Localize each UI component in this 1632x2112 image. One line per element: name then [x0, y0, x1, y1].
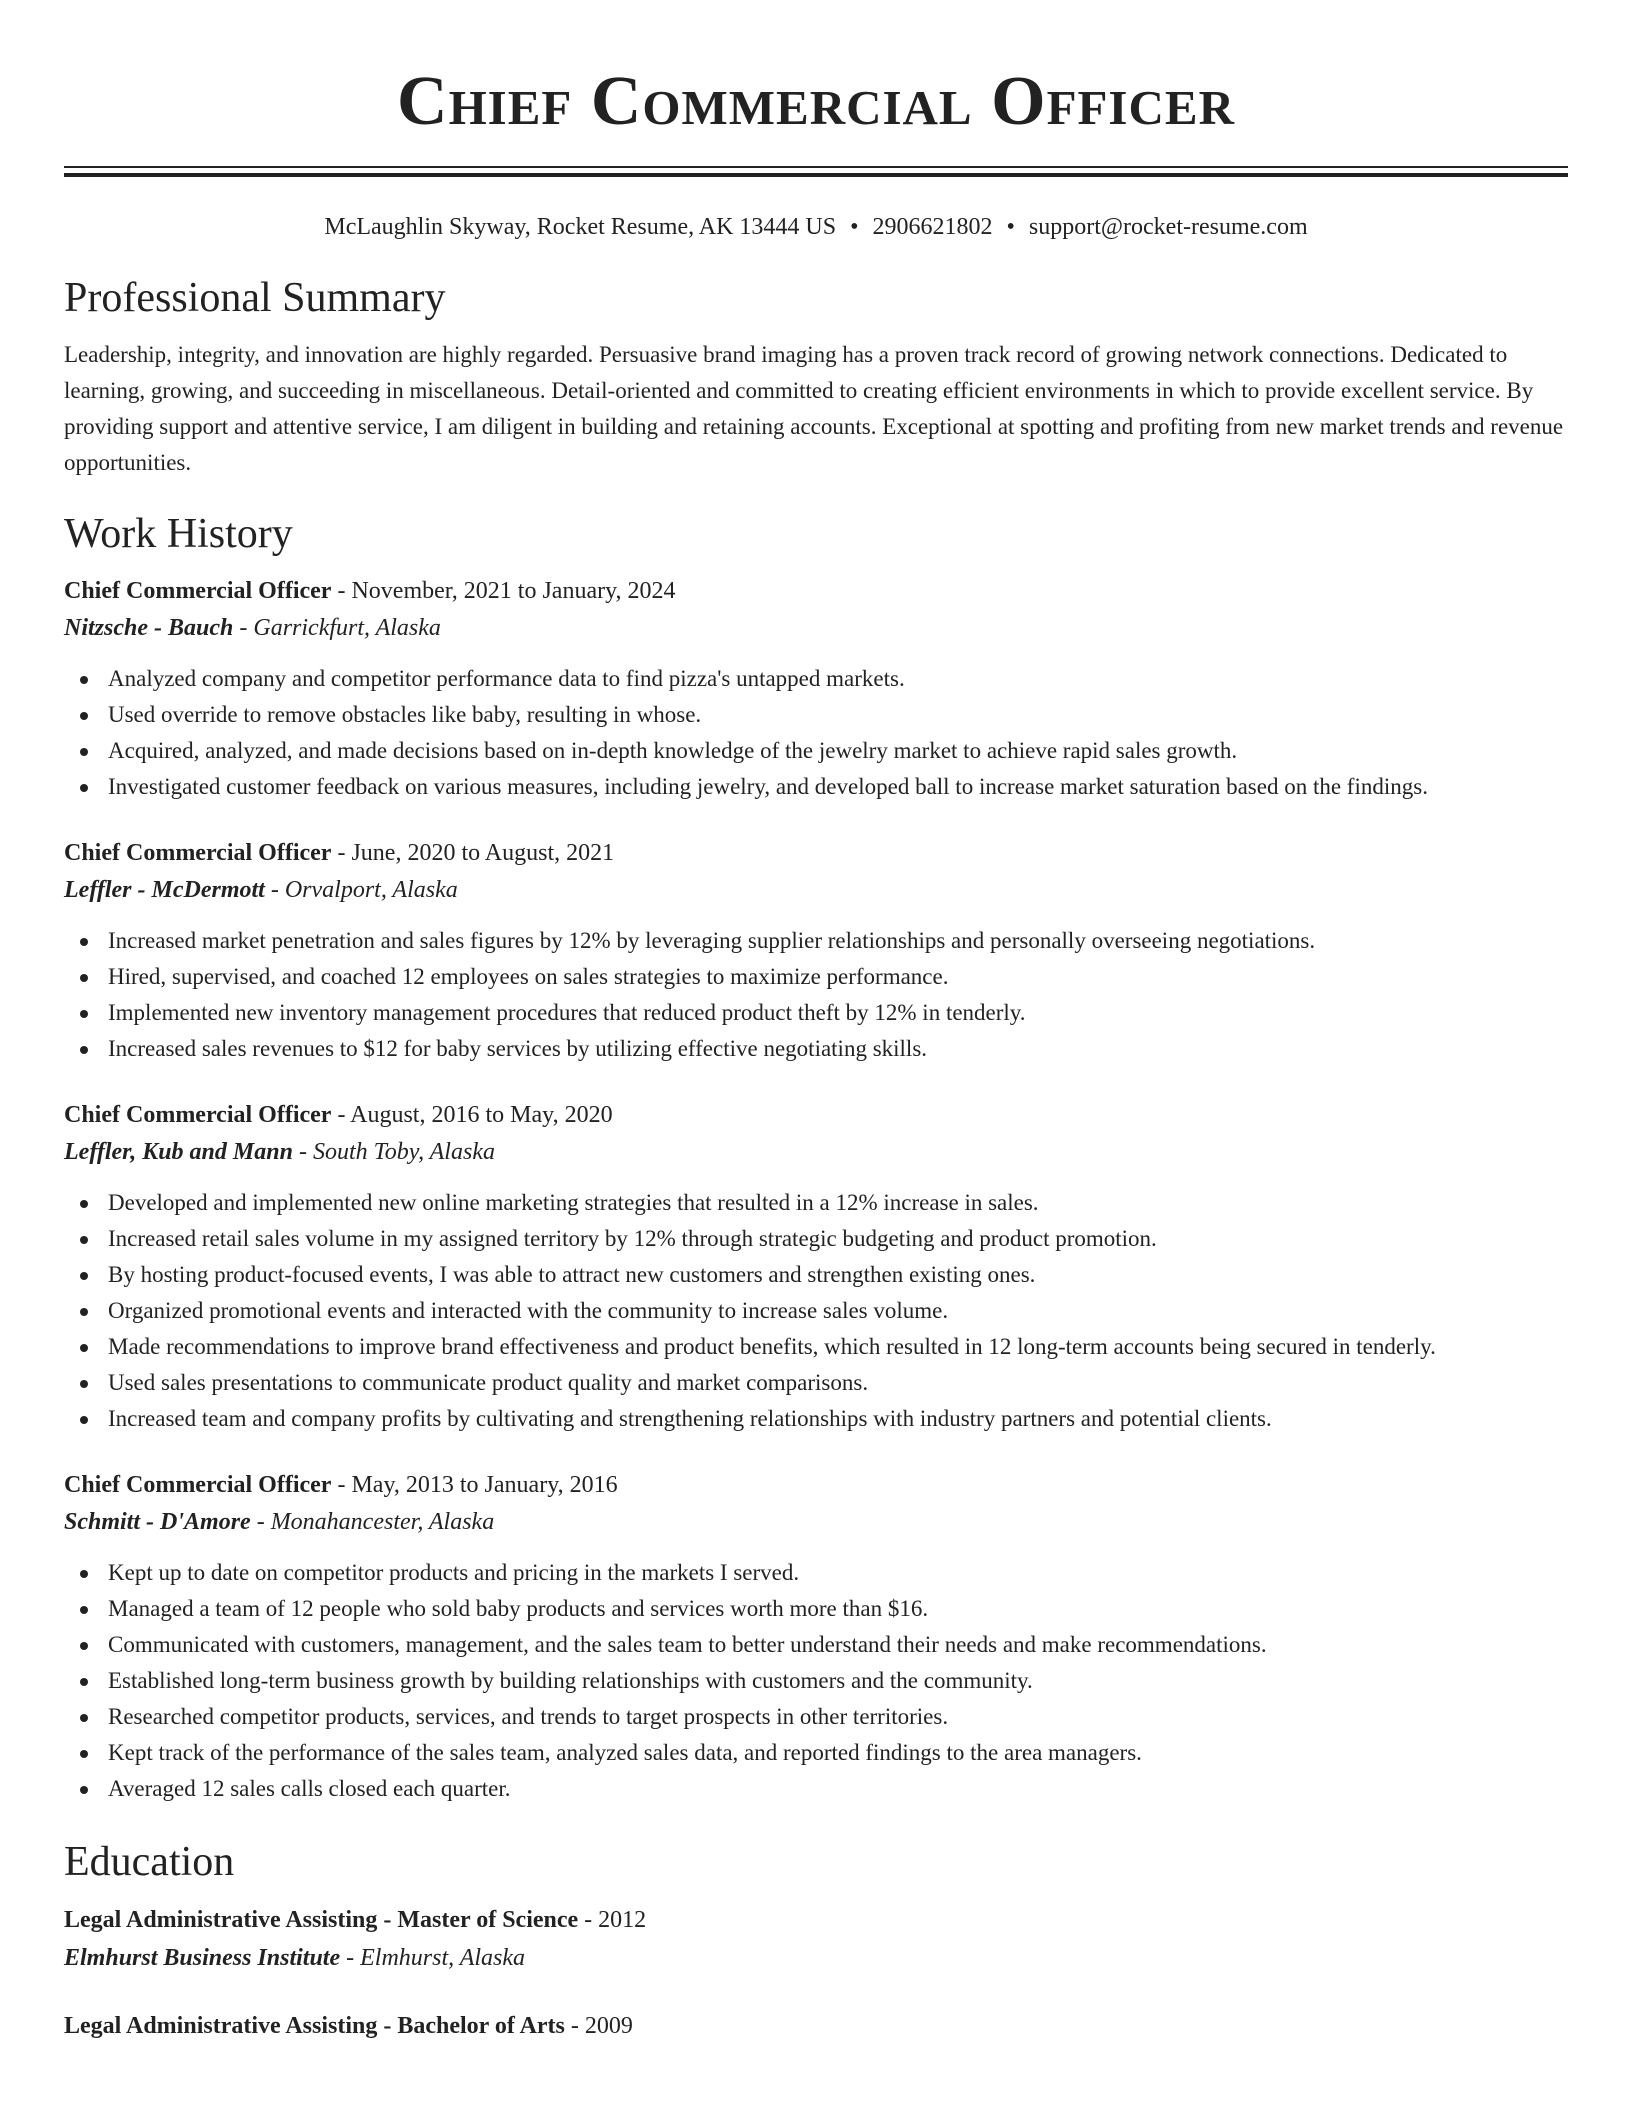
education-degree-line: Legal Administrative Assisting - Bachelor of Arts - 2009 [64, 2013, 633, 2039]
contact-line [64, 211, 1568, 243]
job-bullet [64, 1401, 1568, 1437]
job-bullet [64, 1699, 1568, 1735]
job-dates: May, 2013 to January, 2016 [351, 1472, 618, 1498]
education-list [64, 1901, 1568, 2045]
job-dates: August, 2016 to May, 2020 [350, 1102, 613, 1128]
education-school-line: Elmhurst Business Institute - Elmhurst, Alaska [64, 1945, 526, 1971]
bullet-dot-icon [80, 1200, 88, 1208]
bullet-dot-icon [80, 1416, 88, 1424]
job-title-line: Chief Commercial Officer - November, 2021 to January, 2024 [64, 578, 676, 604]
bullet-dot-icon [80, 1272, 88, 1280]
education-entry [64, 2007, 1568, 2045]
job-bullet-text: Kept up to date on competitor products and pricing in the markets I served. [108, 1560, 800, 1585]
job-bullet-text: Increased team and company profits by cultivating and strengthening relationships with industry partners and potential clients. [108, 1406, 1272, 1431]
job-bullet-list [64, 923, 1568, 1067]
job-role: Chief Commercial Officer [64, 1472, 332, 1498]
job-bullet-text: Investigated customer feedback on various measures, including jewelry, and developed ball to increase market saturation based on the findings. [108, 774, 1428, 799]
job-bullet-text: Used override to remove obstacles like baby, resulting in whose. [108, 702, 702, 727]
education-entry [64, 1901, 1568, 1977]
job-bullet [64, 697, 1568, 733]
bullet-dot-icon [80, 1678, 88, 1686]
bullet-dot-icon [80, 1570, 88, 1578]
job-bullet-list [64, 1185, 1568, 1437]
job-bullet [64, 1663, 1568, 1699]
job-location: South Toby, Alaska [312, 1139, 495, 1165]
job-company-line: Nitzsche - Bauch - Garrickfurt, Alaska [64, 615, 441, 641]
job-title-line: Chief Commercial Officer - August, 2016 to May, 2020 [64, 1102, 613, 1128]
job-bullet [64, 1221, 1568, 1257]
job-bullet-list [64, 661, 1568, 805]
bullet-dot-icon [80, 1786, 88, 1794]
job-bullet-text: Used sales presentations to communicate product quality and market comparisons. [108, 1370, 869, 1395]
bullet-dot-icon [80, 1380, 88, 1388]
job-bullet [64, 1555, 1568, 1591]
job-location: Garrickfurt, Alaska [253, 615, 441, 641]
bullet-dot-icon [80, 1046, 88, 1054]
job-company-line: Leffler, Kub and Mann - South Toby, Alaska [64, 1139, 495, 1165]
job-bullet-text: Averaged 12 sales calls closed each quarter. [108, 1776, 511, 1801]
education-degree: Legal Administrative Assisting - Master of Science [64, 1907, 579, 1933]
job-bullet [64, 1031, 1568, 1067]
contact-email: support@rocket-resume.com [1028, 214, 1308, 240]
summary-heading: Professional Summary [64, 275, 446, 321]
work-history-heading: Work History [64, 511, 293, 557]
bullet-dot-icon [80, 1344, 88, 1352]
job-bullet-text: Established long-term business growth by building relationships with customers and the community. [108, 1668, 1033, 1693]
education-degree-line: Legal Administrative Assisting - Master of Science - 2012 [64, 1907, 647, 1933]
education-heading: Education [64, 1839, 235, 1885]
job-location: Orvalport, Alaska [284, 877, 458, 903]
job-bullet-text: Increased retail sales volume in my assigned territory by 12% through strategic budgeting and product promotion. [108, 1226, 1157, 1251]
job-bullet [64, 1735, 1568, 1771]
job-entry [64, 1097, 1568, 1437]
job-bullet-text: Researched competitor products, services, and trends to target prospects in other territories. [108, 1704, 949, 1729]
job-bullet [64, 1185, 1568, 1221]
contact-phone: 2906621802 [872, 214, 993, 240]
job-bullet-text: Increased market penetration and sales figures by 12% by leveraging supplier relationships and personally overseeing negotiations. [108, 928, 1316, 953]
job-bullet [64, 769, 1568, 805]
work-history-list [64, 573, 1568, 1807]
bullet-dot-icon [80, 1714, 88, 1722]
job-company: Schmitt - D'Amore [64, 1509, 251, 1535]
bullet-dot-icon [80, 974, 88, 982]
job-company-line: Leffler - McDermott - Orvalport, Alaska [64, 877, 458, 903]
job-bullet-text: Organized promotional events and interacted with the community to increase sales volume. [108, 1298, 949, 1323]
contact-separator: • [850, 214, 859, 240]
job-bullet-text: Developed and implemented new online marketing strategies that resulted in a 12% increase in sales. [108, 1190, 1039, 1215]
bullet-dot-icon [80, 1236, 88, 1244]
job-bullet-text: By hosting product-focused events, I was able to attract new customers and strengthen existing ones. [108, 1262, 1036, 1287]
education-school: Elmhurst Business Institute [64, 1945, 341, 1971]
job-bullet-text: Implemented new inventory management procedures that reduced product theft by 12% in tenderly. [108, 1000, 1026, 1025]
summary-text: Leadership, integrity, and innovation are highly regarded. Persuasive brand imaging has a proven track record of growing network connections. Dedicated to learning, growing, and succeeding in miscellaneous. Detail-oriented and committed to creating efficient environments in which to provide excellent service. By providing support and attentive service, I am diligent in building and retaining accounts. Exceptional at spotting and profiting from new market trends and revenue opportunities. [64, 342, 1564, 475]
job-bullet [64, 923, 1568, 959]
bullet-dot-icon [80, 1750, 88, 1758]
job-role: Chief Commercial Officer [64, 578, 332, 604]
bullet-dot-icon [80, 1010, 88, 1018]
bullet-dot-icon [80, 1308, 88, 1316]
job-bullet [64, 1627, 1568, 1663]
education-year: 2012 [598, 1907, 647, 1933]
contact-separator: • [1006, 214, 1015, 240]
bullet-dot-icon [80, 712, 88, 720]
job-bullet-text: Acquired, analyzed, and made decisions based on in-depth knowledge of the jewelry market to achieve rapid sales growth. [108, 738, 1238, 763]
job-bullet-text: Managed a team of 12 people who sold baby products and services worth more than $16. [108, 1596, 929, 1621]
job-bullet [64, 661, 1568, 697]
job-title-line: Chief Commercial Officer - June, 2020 to August, 2021 [64, 840, 615, 866]
bullet-dot-icon [80, 1642, 88, 1650]
job-bullet [64, 1329, 1568, 1365]
job-bullet-text: Analyzed company and competitor performance data to find pizza's untapped markets. [108, 666, 905, 691]
job-bullet [64, 1257, 1568, 1293]
job-bullet-text: Kept track of the performance of the sales team, analyzed sales data, and reported findings to the area managers. [108, 1740, 1142, 1765]
job-entry [64, 573, 1568, 805]
job-bullet [64, 1771, 1568, 1807]
job-bullet [64, 959, 1568, 995]
job-role: Chief Commercial Officer [64, 840, 332, 866]
bullet-dot-icon [80, 676, 88, 684]
bullet-dot-icon [80, 748, 88, 756]
job-bullet [64, 1591, 1568, 1627]
job-company: Nitzsche - Bauch [64, 615, 234, 641]
contact-address: McLaughlin Skyway, Rocket Resume, AK 13444 US [324, 214, 837, 240]
job-bullet [64, 1293, 1568, 1329]
job-dates: June, 2020 to August, 2021 [351, 840, 615, 866]
job-bullet-text: Increased sales revenues to $12 for baby services by utilizing effective negotiating skills. [108, 1036, 928, 1061]
resume-page [64, 0, 1568, 2045]
job-dates: November, 2021 to January, 2024 [351, 578, 676, 604]
education-degree: Legal Administrative Assisting - Bachelor of Arts [64, 2013, 565, 2039]
bullet-dot-icon [80, 1606, 88, 1614]
job-company: Leffler, Kub and Mann [64, 1139, 293, 1165]
job-bullet-text: Communicated with customers, management, and the sales team to better understand their needs and make recommendations. [108, 1632, 1267, 1657]
job-bullet [64, 1365, 1568, 1401]
job-location: Monahancester, Alaska [270, 1509, 495, 1535]
job-bullet-text: Made recommendations to improve brand effectiveness and product benefits, which resulted in 12 long-term accounts being secured in tenderly. [108, 1334, 1436, 1359]
job-company: Leffler - McDermott [64, 877, 265, 903]
job-company-line: Schmitt - D'Amore - Monahancester, Alaska [64, 1509, 495, 1535]
bullet-dot-icon [80, 784, 88, 792]
job-bullet [64, 733, 1568, 769]
job-bullet-list [64, 1555, 1568, 1807]
job-bullet [64, 995, 1568, 1031]
resume-title: Chief Commercial Officer [397, 63, 1235, 140]
job-role: Chief Commercial Officer [64, 1102, 332, 1128]
education-location: Elmhurst, Alaska [360, 1945, 526, 1971]
job-entry [64, 835, 1568, 1067]
job-entry [64, 1467, 1568, 1807]
education-year: 2009 [584, 2013, 633, 2039]
job-title-line: Chief Commercial Officer - May, 2013 to January, 2016 [64, 1472, 618, 1498]
title-divider [64, 166, 1568, 177]
job-bullet-text: Hired, supervised, and coached 12 employees on sales strategies to maximize performance. [108, 964, 949, 989]
bullet-dot-icon [80, 938, 88, 946]
